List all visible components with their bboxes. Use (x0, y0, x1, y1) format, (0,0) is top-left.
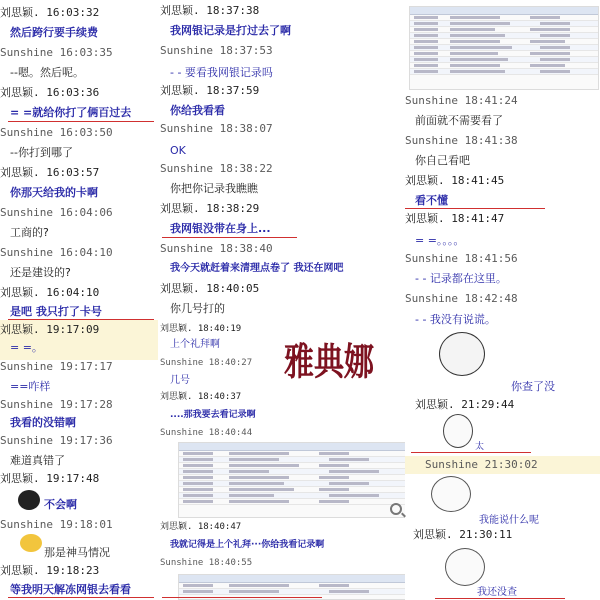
sender-line: 刘思颖. 18:40:37 (160, 392, 242, 402)
message-line: 你把你记录我瞧瞧 (170, 182, 258, 195)
message-line: 我就记得是上个礼拜···你给我看记录啊 (170, 540, 325, 550)
sender-line: Sunshine 16:04:06 (0, 206, 113, 219)
blob-emoticon-icon (431, 476, 471, 512)
message-line: 看不懂 (415, 194, 448, 207)
sender-line: 刘思颖. 18:37:59 (160, 84, 260, 97)
message-line: 我还没查 (477, 587, 517, 598)
message-line: ....那我要去看记录啊 (170, 410, 256, 420)
message-line: 那是神马情况 (44, 546, 110, 559)
sender-line: Sunshine 16:04:10 (0, 246, 113, 259)
sender-line: 刘思颖. 21:29:44 (415, 398, 515, 411)
chat-column-middle (160, 0, 405, 600)
red-underline (435, 598, 565, 599)
message-line: 不会啊 (44, 498, 77, 511)
sender-line: Sunshine 18:40:55 (160, 558, 253, 568)
message-line: 然后跨行要手续费 (10, 26, 98, 39)
sender-line: Sunshine 16:03:50 (0, 126, 113, 139)
sender-line: 刘思颖. 16:03:57 (0, 166, 100, 179)
message-line: 太 (475, 442, 485, 452)
watermark-text: 雅典娜 (284, 340, 374, 385)
sender-line: Sunshine 18:41:56 (405, 252, 518, 265)
message-line: = =。。。。 (415, 234, 465, 247)
message-line: 是吧 我只打了卡号 (10, 305, 102, 318)
sender-line: Sunshine 18:37:53 (160, 44, 273, 57)
message-line: 工商的? (10, 226, 49, 239)
sender-line: Sunshine 19:17:36 (0, 434, 113, 447)
sender-line: 刘思颖. 16:03:36 (0, 86, 100, 99)
message-line: 还是建设的? (10, 266, 71, 279)
message-line: 你查了没 (511, 380, 555, 393)
message-line: - - 我没有说谎。 (415, 313, 496, 326)
sender-line: 刘思颖. 16:03:32 (0, 6, 100, 19)
sender-line: 刘思颖. 18:41:45 (405, 174, 505, 187)
sender-line: Sunshine 18:38:40 (160, 242, 273, 255)
message-line: 你几号打的 (170, 302, 225, 315)
message-line: 我今天就赶着来清理点卷了 我还在网吧 (170, 263, 344, 274)
message-line: OK (170, 144, 186, 157)
message-line: 上个礼拜啊 (170, 339, 220, 350)
sender-line: Sunshine 18:42:48 (405, 292, 518, 305)
sender-line: Sunshine 18:38:22 (160, 162, 273, 175)
sender-line: Sunshine 18:40:27 (160, 358, 253, 368)
sender-line: Sunshine 18:40:44 (160, 428, 253, 438)
message-line: 等我明天解冻网银去看看 (10, 583, 131, 596)
message-line: 难道真错了 (10, 454, 65, 467)
sender-line: 刘思颖. 18:41:47 (405, 212, 505, 225)
cartoon-face-emoticon-icon (439, 332, 485, 376)
sender-line: 刘思颖. 19:17:48 (0, 472, 100, 485)
sender-line: Sunshine 19:18:01 (0, 518, 113, 531)
sender-line: Sunshine 18:41:38 (405, 134, 518, 147)
message-line: 我能说什么呢 (479, 515, 539, 526)
sender-line: Sunshine 19:17:17 (0, 360, 113, 373)
sender-line: 刘思颖. 16:04:10 (0, 286, 100, 299)
message-line: 你那天给我的卡啊 (10, 186, 98, 199)
message-line: 几号 (170, 375, 190, 386)
sender-line: 刘思颖. 18:40:19 (160, 324, 242, 334)
message-line: - - 记录都在这里。 (415, 272, 507, 285)
red-underline (162, 237, 297, 238)
sender-line: Sunshine 21:30:02 (425, 458, 538, 471)
sender-line: Sunshine 18:38:07 (160, 122, 273, 135)
message-line: --嗯。然后呢。 (10, 66, 84, 79)
zoom-icon[interactable] (390, 503, 402, 515)
sender-line: 刘思颖. 18:37:38 (160, 4, 260, 17)
red-underline (162, 597, 322, 598)
message-line: = =就给你打了俩百过去 (10, 106, 132, 119)
sender-line: 刘思颖. 18:38:29 (160, 202, 260, 215)
sender-line: Sunshine 16:03:35 (0, 46, 113, 59)
message-line: --你打到哪了 (10, 146, 73, 159)
sender-line: 刘思颖. 19:18:23 (0, 564, 100, 577)
message-line: ==咋样 (10, 380, 51, 393)
rabbit-pair-emoticon-icon (445, 548, 485, 586)
message-line: 前面就不需要看了 (415, 114, 503, 127)
message-line: = =。 (10, 341, 43, 354)
bank-record-screenshot (178, 442, 405, 518)
chat-column-left (0, 0, 158, 600)
sender-line: 刘思颖. 18:40:05 (160, 282, 260, 295)
red-underline (405, 208, 545, 209)
message-line: 你自己看吧 (415, 154, 470, 167)
message-line: - - 要看我网银记录吗 (170, 66, 273, 79)
message-line: 我看的没错啊 (10, 416, 76, 429)
red-underline (8, 121, 154, 122)
red-underline (8, 319, 154, 320)
message-line: 我网银没带在身上... (170, 222, 271, 235)
sender-line: 刘思颖. 21:30:11 (413, 528, 513, 541)
red-underline (411, 452, 531, 453)
bank-record-screenshot (409, 6, 599, 90)
message-line: 你给我看看 (170, 104, 225, 117)
message-line: 我网银记录是打过去了啊 (170, 24, 291, 37)
sender-line: 刘思颖. 19:17:09 (0, 323, 100, 336)
red-underline (8, 597, 154, 598)
sender-line: Sunshine 19:17:28 (0, 398, 113, 411)
chat-column-right (405, 0, 600, 600)
sender-line: Sunshine 18:41:24 (405, 94, 518, 107)
sender-line: 刘思颖. 18:40:47 (160, 522, 242, 532)
